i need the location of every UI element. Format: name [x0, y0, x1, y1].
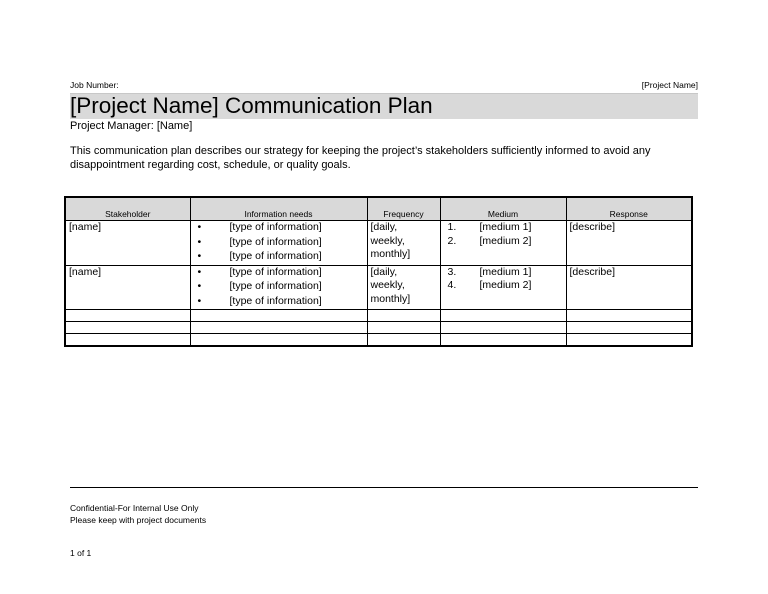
- medium-number: 3.: [447, 265, 457, 278]
- frequency-line: weekly,: [370, 279, 405, 291]
- stakeholder-cell[interactable]: [name]: [65, 221, 190, 266]
- empty-cell[interactable]: [367, 334, 440, 347]
- header-information-needs: Information needs: [190, 197, 367, 221]
- empty-cell[interactable]: [65, 310, 190, 322]
- info-needs-cell[interactable]: [190, 265, 367, 310]
- medium-number: 4.: [447, 279, 457, 291]
- medium-number: 1.: [447, 221, 457, 233]
- info-need-item: • [type of information]: [194, 221, 364, 236]
- empty-cell[interactable]: [367, 322, 440, 334]
- header-frequency: Frequency: [367, 197, 440, 221]
- communication-plan-table: [64, 196, 693, 347]
- empty-cell[interactable]: [566, 322, 692, 334]
- medium-text: [medium 2]: [479, 234, 532, 247]
- job-number-row: [70, 80, 698, 92]
- info-need-item: • [type of information]: [194, 236, 364, 251]
- medium-cell[interactable]: [440, 221, 566, 266]
- empty-cell[interactable]: [440, 334, 566, 347]
- page-title: [Project Name] Communication Plan: [70, 93, 433, 118]
- empty-cell[interactable]: [367, 310, 440, 322]
- medium-number: 2.: [447, 234, 457, 247]
- frequency-line: monthly]: [370, 292, 411, 305]
- medium-text: [medium 1]: [479, 221, 532, 233]
- header-stakeholder: Stakeholder: [65, 197, 190, 221]
- empty-cell[interactable]: [190, 334, 367, 347]
- stakeholder-cell[interactable]: [name]: [65, 265, 190, 310]
- frequency-line: monthly]: [370, 248, 411, 260]
- footer-keep-note: Please keep with project documents: [70, 515, 207, 525]
- empty-cell[interactable]: [440, 322, 566, 334]
- response-cell[interactable]: [describe]: [566, 221, 692, 266]
- footer-confidential: Confidential-For Internal Use Only: [70, 503, 199, 513]
- footer-divider: [70, 487, 698, 488]
- table-row-empty: [65, 322, 692, 334]
- table-row: [65, 221, 692, 266]
- page-number: 1 of 1: [70, 548, 92, 558]
- empty-cell[interactable]: [566, 310, 692, 322]
- medium-item: [444, 221, 563, 235]
- frequency-cell[interactable]: [367, 265, 440, 310]
- response-cell[interactable]: [describe]: [566, 265, 692, 310]
- table-row-empty: [65, 334, 692, 347]
- medium-item: [444, 266, 563, 280]
- empty-cell[interactable]: [190, 322, 367, 334]
- project-name-header: [Project Name]: [641, 80, 698, 90]
- info-need-item: • [type of information]: [194, 266, 364, 281]
- info-need-item: • [type of information]: [194, 280, 364, 295]
- table-header-row: [65, 197, 692, 221]
- info-need-item: • [type of information]: [194, 295, 364, 310]
- header-response: Response: [566, 197, 692, 221]
- project-manager-line: Project Manager: [Name]: [70, 120, 193, 132]
- empty-cell[interactable]: [65, 334, 190, 347]
- table-row-empty: [65, 310, 692, 322]
- empty-cell[interactable]: [65, 322, 190, 334]
- job-number-label: Job Number:: [70, 80, 119, 90]
- frequency-line: [daily,: [370, 221, 398, 233]
- frequency-line: weekly,: [370, 234, 405, 247]
- info-need-item: • [type of information]: [194, 250, 364, 265]
- frequency-line: [daily,: [370, 265, 398, 278]
- header-medium: Medium: [440, 197, 566, 221]
- empty-cell[interactable]: [440, 310, 566, 322]
- frequency-cell[interactable]: [367, 221, 440, 266]
- medium-text: [medium 1]: [479, 265, 532, 278]
- info-needs-cell[interactable]: [190, 221, 367, 266]
- title-bar: [70, 93, 698, 119]
- empty-cell[interactable]: [566, 334, 692, 347]
- medium-item: [444, 235, 563, 249]
- empty-cell[interactable]: [190, 310, 367, 322]
- intro-paragraph: This communication plan describes our strategy for keeping the project’s stakeholders sufficiently informed to avoid any disappointment regarding cost, schedule, or quality goals.: [70, 145, 651, 171]
- medium-item: [444, 279, 563, 293]
- medium-cell[interactable]: [440, 265, 566, 310]
- table-row: [65, 265, 692, 310]
- medium-text: [medium 2]: [479, 279, 532, 291]
